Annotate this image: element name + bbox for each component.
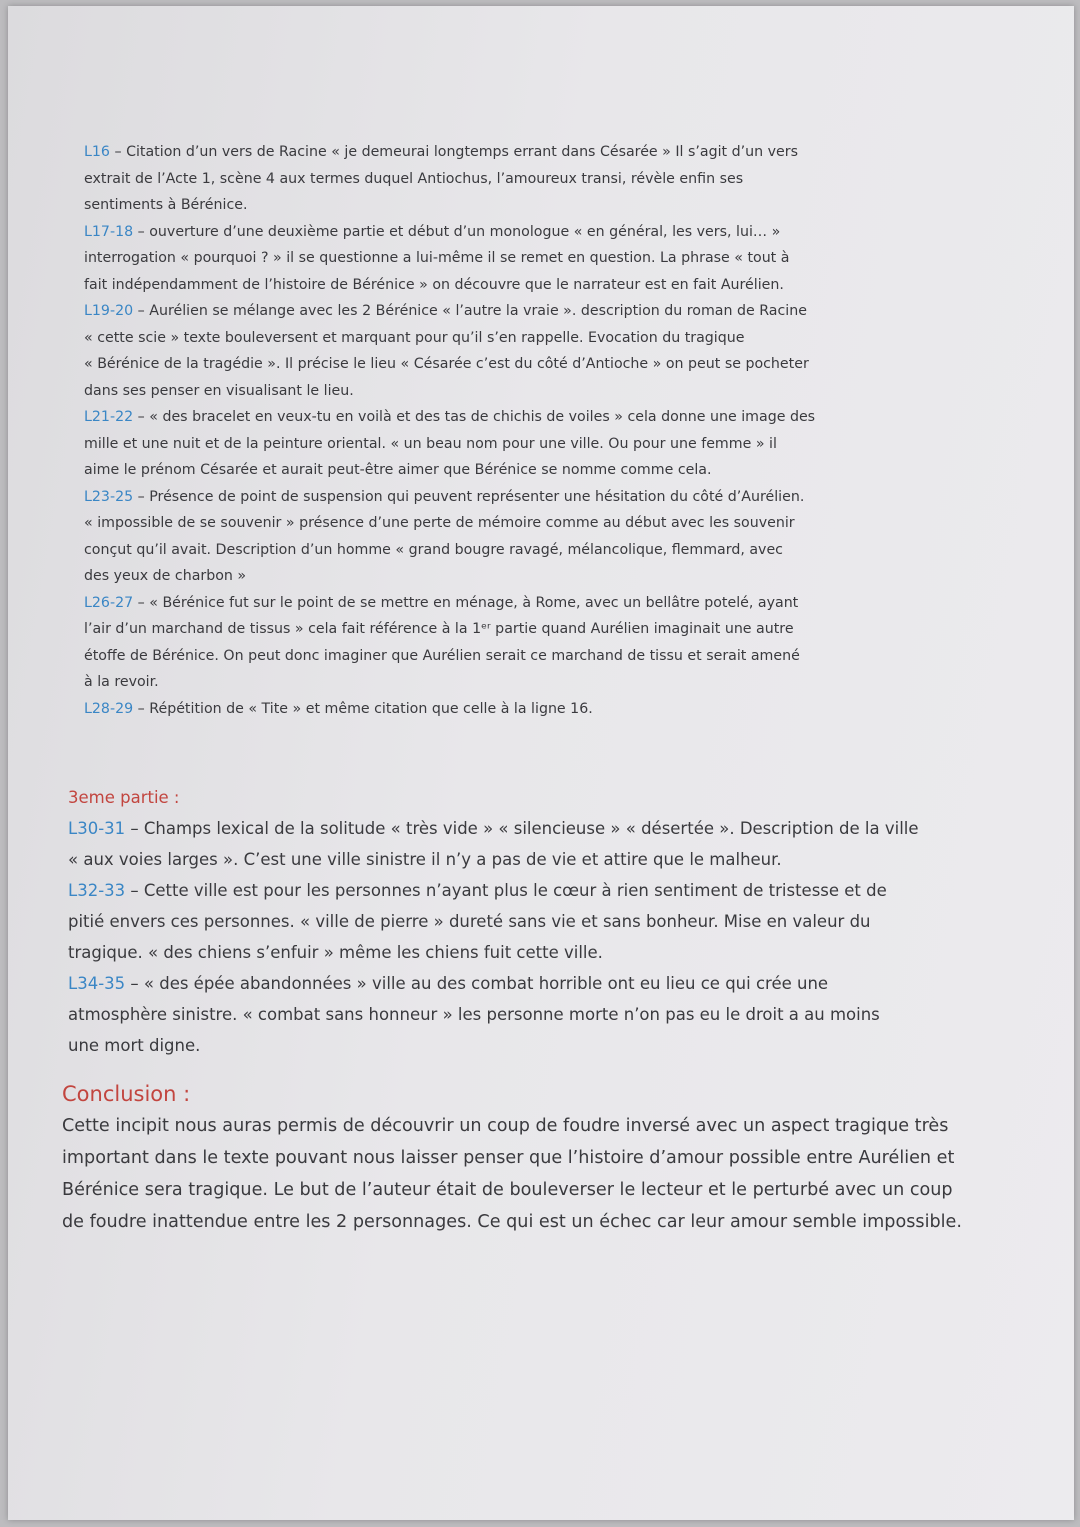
line-text: fait indépendamment de l’histoire de Bérénice » on découvre que le narrateur est en fait Aurélien. xyxy=(84,276,784,293)
line-reference: L32-33 xyxy=(68,881,126,900)
line-text: – Aurélien se mélange avec les 2 Bérénice « l’autre la vraie ». description du roman de Racine xyxy=(133,303,807,319)
conclusion-section xyxy=(62,1078,1042,1238)
text-line xyxy=(84,325,1014,352)
line-text: « cette scie » texte bouleversent et marquant pour qu’il s’en rappelle. Evocation du tragique xyxy=(84,329,745,346)
line-reference: L17-18 xyxy=(84,223,134,240)
text-line xyxy=(84,696,1014,723)
line-text: – « Bérénice fut sur le point de se mettre en ménage, à Rome, avec un bellâtre potelé, ayant xyxy=(133,594,799,611)
line-reference: L19-20 xyxy=(84,303,134,319)
text-line xyxy=(68,844,1028,875)
analysis-section-part2 xyxy=(84,139,1014,722)
text-line xyxy=(84,537,1014,564)
text-line xyxy=(84,563,1014,590)
conclusion-line: Bérénice sera tragique. Le but de l’auteur était de bouleverser le lecteur et le perturbé avec un coup xyxy=(62,1180,953,1200)
text-line xyxy=(68,875,1028,906)
text-line xyxy=(84,219,1014,246)
line-text: pitié envers ces personnes. « ville de pierre » dureté sans vie et sans bonheur. Mise en valeur du xyxy=(68,912,871,931)
line-reference: L28-29 xyxy=(84,700,134,717)
line-text: extrait de l’Acte 1, scène 4 aux termes duquel Antiochus, l’amoureux transi, révèle enfin ses xyxy=(84,170,744,187)
text-line xyxy=(84,431,1014,458)
text-line xyxy=(84,139,1014,166)
text-line xyxy=(84,351,1014,378)
text-line xyxy=(84,669,1014,696)
line-text: des yeux de charbon » xyxy=(84,568,247,584)
text-line xyxy=(84,590,1014,617)
text-line xyxy=(84,457,1014,484)
section-heading-3eme-partie: 3eme partie : xyxy=(68,788,180,807)
line-text: « aux voies larges ». C’est une ville sinistre il n’y a pas de vie et attire que le malheur. xyxy=(68,850,782,869)
text-line xyxy=(84,404,1014,431)
text-line xyxy=(84,272,1014,299)
line-text: interrogation « pourquoi ? » il se questionne a lui-même il se remet en question. La phrase « tout à xyxy=(84,250,790,266)
analysis-section-part3 xyxy=(68,782,1028,1061)
text-line xyxy=(84,484,1014,511)
text-line xyxy=(84,616,1014,643)
line-text: mille et une nuit et de la peinture oriental. « un beau nom pour une ville. Ou pour une femme » il xyxy=(84,435,777,452)
text-line xyxy=(84,245,1014,272)
line-text: – ouverture d’une deuxième partie et début d’un monologue « en général, les vers, lui… » xyxy=(133,223,781,240)
line-reference: L16 xyxy=(84,144,110,160)
line-text: « Bérénice de la tragédie ». Il précise le lieu « Césarée c’est du côté d’Antioche » on peut se pocheter xyxy=(84,356,809,372)
text-line xyxy=(68,999,1028,1030)
line-text: « impossible de se souvenir » présence d’une perte de mémoire comme au début avec les souvenir xyxy=(84,515,795,531)
line-reference: L30-31 xyxy=(68,819,126,838)
conclusion-line: de foudre inattendue entre les 2 personnages. Ce qui est un échec car leur amour semble impossible. xyxy=(62,1212,962,1232)
line-reference: L34-35 xyxy=(68,974,126,993)
line-reference: L23-25 xyxy=(84,488,134,505)
line-text: tragique. « des chiens s’enfuir » même les chiens fuit cette ville. xyxy=(68,943,603,962)
text-line xyxy=(84,192,1014,219)
line-text: – Citation d’un vers de Racine « je demeurai longtemps errant dans Césarée » Il s’agit d’un vers xyxy=(109,144,798,160)
line-text: aime le prénom Césarée et aurait peut-être aimer que Bérénice se nomme comme cela. xyxy=(84,462,712,478)
line-text: – « des bracelet en veux-tu en voilà et des tas de chichis de voiles » cela donne une image des xyxy=(133,409,816,425)
line-text: sentiments à Bérénice. xyxy=(84,197,248,213)
line-text: – Champs lexical de la solitude « très vide » « silencieuse » « désertée ». Description de la ville xyxy=(125,819,919,838)
line-reference: L21-22 xyxy=(84,409,134,425)
line-text: une mort digne. xyxy=(68,1036,201,1055)
conclusion-line: important dans le texte pouvant nous laisser penser que l’histoire d’amour possible entre Aurélien et xyxy=(62,1148,955,1168)
line-text: – « des épée abandonnées » ville au des combat horrible ont eu lieu ce qui crée une xyxy=(125,974,829,993)
line-text: – Présence de point de suspension qui peuvent représenter une hésitation du côté d’Aurélien. xyxy=(133,488,805,505)
line-reference: L26-27 xyxy=(84,594,134,611)
text-line xyxy=(68,937,1028,968)
line-text: conçut qu’il avait. Description d’un homme « grand bougre ravagé, mélancolique, flemmard, avec xyxy=(84,541,783,558)
text-line xyxy=(84,298,1014,325)
text-line xyxy=(84,510,1014,537)
text-line xyxy=(68,906,1028,937)
line-text: l’air d’un marchand de tissus » cela fait référence à la 1ᵉʳ partie quand Aurélien imaginait une autre xyxy=(84,621,794,637)
line-text: à la revoir. xyxy=(84,674,159,690)
line-text: – Répétition de « Tite » et même citation que celle à la ligne 16. xyxy=(133,700,593,717)
line-text: dans ses penser en visualisant le lieu. xyxy=(84,382,354,399)
text-line xyxy=(68,1030,1028,1061)
line-text: étoffe de Bérénice. On peut donc imaginer que Aurélien serait ce marchand de tissu et serait amené xyxy=(84,647,800,664)
line-text: atmosphère sinistre. « combat sans honneur » les personne morte n’on pas eu le droit a au moins xyxy=(68,1005,880,1024)
section-heading-conclusion: Conclusion : xyxy=(62,1082,191,1106)
text-line xyxy=(84,643,1014,670)
text-line xyxy=(68,968,1028,999)
text-line xyxy=(84,378,1014,405)
conclusion-line: Cette incipit nous auras permis de découvrir un coup de foudre inversé avec un aspect tragique très xyxy=(62,1116,949,1136)
line-text: – Cette ville est pour les personnes n’ayant plus le cœur à rien sentiment de tristesse et de xyxy=(125,881,887,900)
document-page xyxy=(8,6,1074,1520)
text-line xyxy=(84,166,1014,193)
text-line xyxy=(68,813,1028,844)
